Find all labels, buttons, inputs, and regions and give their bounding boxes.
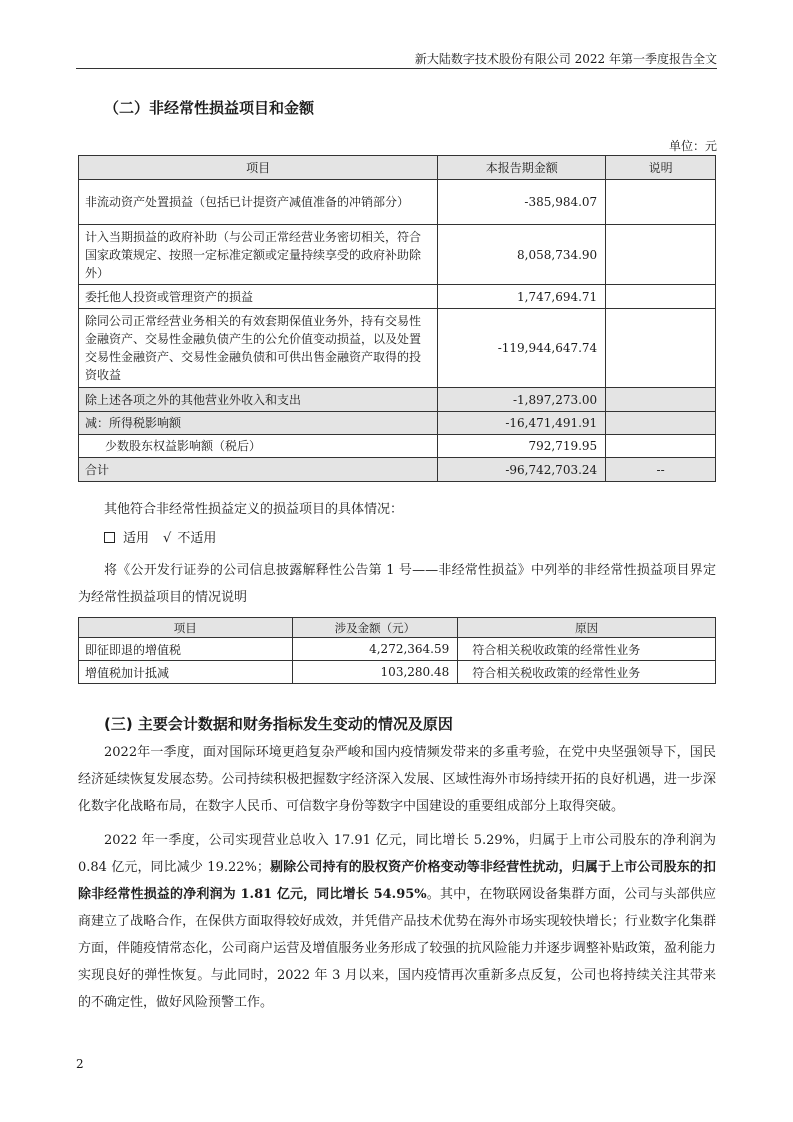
other-items-note: 其他符合非经常性损益定义的损益项目的具体情况： <box>104 502 404 517</box>
row-item: 少数股东权益影响额（税后） <box>79 435 438 458</box>
checkbox-icon <box>104 532 115 543</box>
option-not-applicable: 不适用 <box>177 531 217 546</box>
row-item: 减：所得税影响额 <box>79 412 438 435</box>
checkmark-icon: √ <box>163 531 172 546</box>
table-row <box>79 180 716 225</box>
row-note <box>606 309 716 388</box>
page-number: 2 <box>76 1057 84 1071</box>
row-amount: 4,272,364.59 <box>292 638 458 661</box>
table-row <box>79 225 716 285</box>
table-header-row <box>79 156 716 180</box>
performance-detail: 。其中，在物联网设备集群方面，公司与头部供应商建立了战略合作，在保供方面取得较好成效，并凭借产品技术优势在海外市场实现较快增长；行业数字化集群方面，伴随疫情常态化，公司商户运营及增值服务业务形成了较强的抗风险能力并逐步调整补贴政策，盈利能力实现良好的弹性恢复。与此同时，2022 年 3 月以来，国内疫情再次重新多点反复，公司也将持续关注其带来的不确定性，做好风险预警工作。 <box>78 887 716 1010</box>
row-amount: -16,471,491.91 <box>438 412 606 435</box>
table-row <box>79 388 716 412</box>
row-item: 计入当期损益的政府补助（与公司正常经营业务密切相关，符合国家政策规定、按照一定标准定额或定量持续享受的政府补助除外） <box>79 225 438 285</box>
paragraph-performance <box>78 827 716 1016</box>
paragraph-environment: 2022年一季度，面对国际环境更趋复杂严峻和国内疫情频发带来的多重考验，在党中央坚强领导下，国民经济延续恢复发展态势。公司持续积极把握数字经济深入发展、区域性海外市场持续开拓的良好机遇，进一步深化数字化战略布局，在数字人民币、可信数字身份等数字中国建设的重要组成部分上取得突破。 <box>78 745 716 814</box>
row-amount: -96,742,703.24 <box>438 458 606 482</box>
reclassified-items-table <box>78 617 716 684</box>
row-reason: 符合相关税收政策的经常性业务 <box>458 638 716 661</box>
row-amount: 103,280.48 <box>292 661 458 684</box>
column-header: 项目 <box>79 618 293 638</box>
row-note <box>606 225 716 285</box>
column-header: 本报告期金额 <box>438 156 606 180</box>
row-reason: 符合相关税收政策的经常性业务 <box>458 661 716 684</box>
nonrecurring-table <box>78 155 716 482</box>
table-row <box>79 412 716 435</box>
row-amount: 1,747,694.71 <box>438 285 606 309</box>
row-item: 增值税加计抵减 <box>79 661 293 684</box>
row-item: 非流动资产处置损益（包括已计提资产减值准备的冲销部分） <box>79 180 438 225</box>
row-item: 委托他人投资或管理资产的损益 <box>79 285 438 309</box>
column-header: 项目 <box>79 156 438 180</box>
row-note <box>606 388 716 412</box>
row-note <box>606 435 716 458</box>
reclassification-explanation: 将《公开发行证券的公司信息披露解释性公告第 1 号——非经常性损益》中列举的非经常性损益项目界定为经常性损益项目的情况说明 <box>78 563 716 605</box>
section2-title: （二）非经常性损益项目和金额 <box>104 99 315 117</box>
applicability-options <box>104 530 216 548</box>
row-note <box>606 412 716 435</box>
option-applicable: 适用 <box>123 531 150 546</box>
unit-label: 单位：元 <box>668 139 717 153</box>
row-item: 除同公司正常经营业务相关的有效套期保值业务外，持有交易性金融资产、交易性金融负债产生的公允价值变动损益，以及处置交易性金融资产、交易性金融负债和可供出售金融资产取得的投资收益 <box>79 309 438 388</box>
row-amount: -1,897,273.00 <box>438 388 606 412</box>
row-item: 即征即退的增值税 <box>79 638 293 661</box>
row-item: 合计 <box>79 458 438 482</box>
table-row <box>79 285 716 309</box>
column-header: 涉及金额（元） <box>292 618 458 638</box>
row-amount: -385,984.07 <box>438 180 606 225</box>
row-item: 除上述各项之外的其他营业外收入和支出 <box>79 388 438 412</box>
row-amount: 8,058,734.90 <box>438 225 606 285</box>
section3-title: (三) 主要会计数据和财务指标发生变动的情况及原因 <box>104 715 453 733</box>
column-header: 说明 <box>606 156 716 180</box>
performance-text: 2022 年一季度，公司实现营业总收入 17.91 亿元，同比增长 5.29%，归属于上市公司股东的净利润为 0.84 亿元，同比减少 19.22%； <box>78 833 716 875</box>
table-total-row <box>79 458 716 482</box>
table-row <box>79 638 716 661</box>
row-note <box>606 285 716 309</box>
column-header: 原因 <box>458 618 716 638</box>
table-row <box>79 309 716 388</box>
table-row <box>79 435 716 458</box>
performance-highlight: 剔除公司持有的股权资产价格变动等非经营性扰动，归属于上市公司股东的扣除非经常性损益的净利润为 1.81 亿元，同比增长 54.95% <box>78 860 716 902</box>
row-amount: 792,719.95 <box>438 435 606 458</box>
row-note: -- <box>606 458 716 482</box>
row-note <box>606 180 716 225</box>
row-amount: -119,944,647.74 <box>438 309 606 388</box>
page-header: 新大陆数字技术股份有限公司 2022 年第一季度报告全文 <box>414 52 717 66</box>
table-header-row <box>79 618 716 638</box>
table-row <box>79 661 716 684</box>
header-divider <box>76 68 717 69</box>
